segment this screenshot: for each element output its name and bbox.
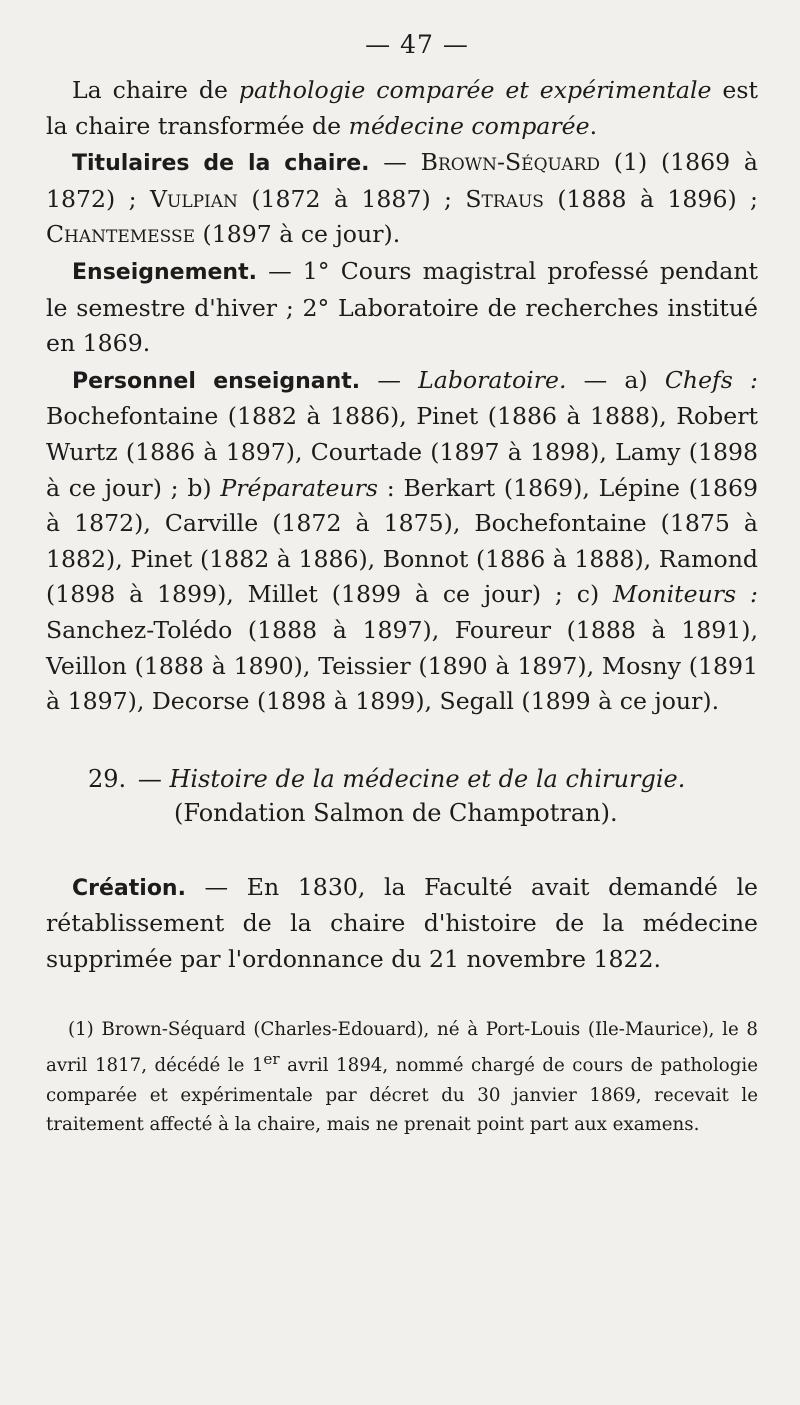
footnote-text-2: avril 1894, nommé chargé de cours de pathologie comparée et expérimentale par décret du 30 janvier 1869, recevait le traitement affecté à la chaire, mais ne prenait point part aux examens.: [46, 1055, 758, 1136]
personnel-italic-laboratoire: Laboratoire.: [418, 365, 567, 394]
intro-italic-medecine: médecine comparée: [348, 111, 590, 140]
creation-section: [46, 870, 758, 978]
name-brown-sequard: Brown-Séquard: [420, 148, 601, 177]
section-title: [46, 762, 758, 796]
chaire-intro-paragraph: [46, 73, 758, 144]
titulaires-text-4: (1897 à ce jour).: [195, 220, 401, 249]
section-number: 29.: [88, 764, 127, 793]
footnote-superscript: er: [263, 1049, 280, 1068]
enseignement-paragraph: [46, 254, 758, 362]
personnel-text-5: Sanchez-Tolédo (1888 à 1897), Foureur (1888 à 1891), Veillon (1888 à 1890), Teissier (1890 à 1897), Mosny (1891 à 1897), Decorse (1898 à 1899), Segall (1899 à ce jour).: [46, 615, 758, 716]
titulaires-text-3: (1888 à 1896) ;: [543, 184, 758, 213]
creation-heading: Création.: [72, 875, 186, 901]
page-number: — 47 —: [365, 30, 469, 59]
document-page: [46, 30, 758, 1140]
personnel-text-2: — a): [566, 365, 665, 394]
section-subtitle: (Fondation Salmon de Champotran).: [174, 798, 618, 827]
personnel-text-3: Bochefontaine (1882 à 1886), Pinet (1886 à 1888), Robert Wurtz (1886 à 1897), Courtade (1897 à 1898), Lamy (1898 à ce jour) ; b): [46, 402, 758, 502]
chaire-section: [46, 73, 758, 720]
section-dash: —: [137, 764, 170, 793]
intro-text: La chaire de: [72, 76, 239, 104]
personnel-text-1: —: [360, 365, 419, 394]
footnote-text-1: (1) Brown-Séquard (Charles-Edouard), né à Port-Louis (Ile-Maurice), le 8 avril 1817, décédé le 1: [46, 1019, 758, 1077]
enseignement-text: — 1° Cours magistral professé pendant le semestre d'hiver ; 2° Laboratoire de recherches institué en 1869.: [46, 256, 758, 358]
titulaires-dash: —: [369, 148, 421, 177]
creation-text: — En 1830, la Faculté avait demandé le rétablissement de la chaire d'histoire de la médecine supprimée par l'ordonnance du 21 novembre 1822.: [46, 872, 758, 973]
titulaires-text-2: (1872 à 1887) ;: [237, 184, 466, 213]
titulaires-paragraph: [46, 145, 758, 253]
name-chantemesse: Chantemesse: [46, 220, 195, 249]
titulaires-heading: Titulaires de la chaire.: [72, 151, 370, 177]
personnel-paragraph: [46, 363, 758, 720]
personnel-heading: Personnel enseignant.: [72, 368, 361, 394]
creation-paragraph: [46, 870, 758, 978]
name-vulpian: Vulpian: [149, 184, 238, 213]
intro-text-2: est la chaire transformée de: [46, 76, 758, 140]
personnel-italic-preparateurs: Préparateurs: [220, 473, 379, 502]
enseignement-heading: Enseignement.: [72, 259, 257, 285]
footnote: [46, 1015, 758, 1139]
section-title-text: Histoire de la médecine et de la chirurgie.: [169, 764, 686, 793]
name-straus: Straus: [465, 184, 544, 213]
intro-italic-pathologie: pathologie comparée et expérimentale: [238, 76, 712, 104]
personnel-text-4: : Berkart (1869), Lépine (1869 à 1872), Carville (1872 à 1875), Bochefontaine (1875 à 1882), Pinet (1882 à 1886), Bonnot (1886 à 1888), Ramond (1898 à 1899), Millet (1899 à ce jour) ; c): [46, 473, 759, 609]
personnel-italic-chefs: Chefs :: [664, 365, 759, 394]
intro-period: .: [589, 111, 598, 140]
titulaires-text-1: (1) (1869 à 1872) ;: [46, 148, 758, 213]
personnel-italic-moniteurs: Moniteurs :: [613, 580, 758, 609]
footnote-paragraph: [46, 1015, 758, 1139]
